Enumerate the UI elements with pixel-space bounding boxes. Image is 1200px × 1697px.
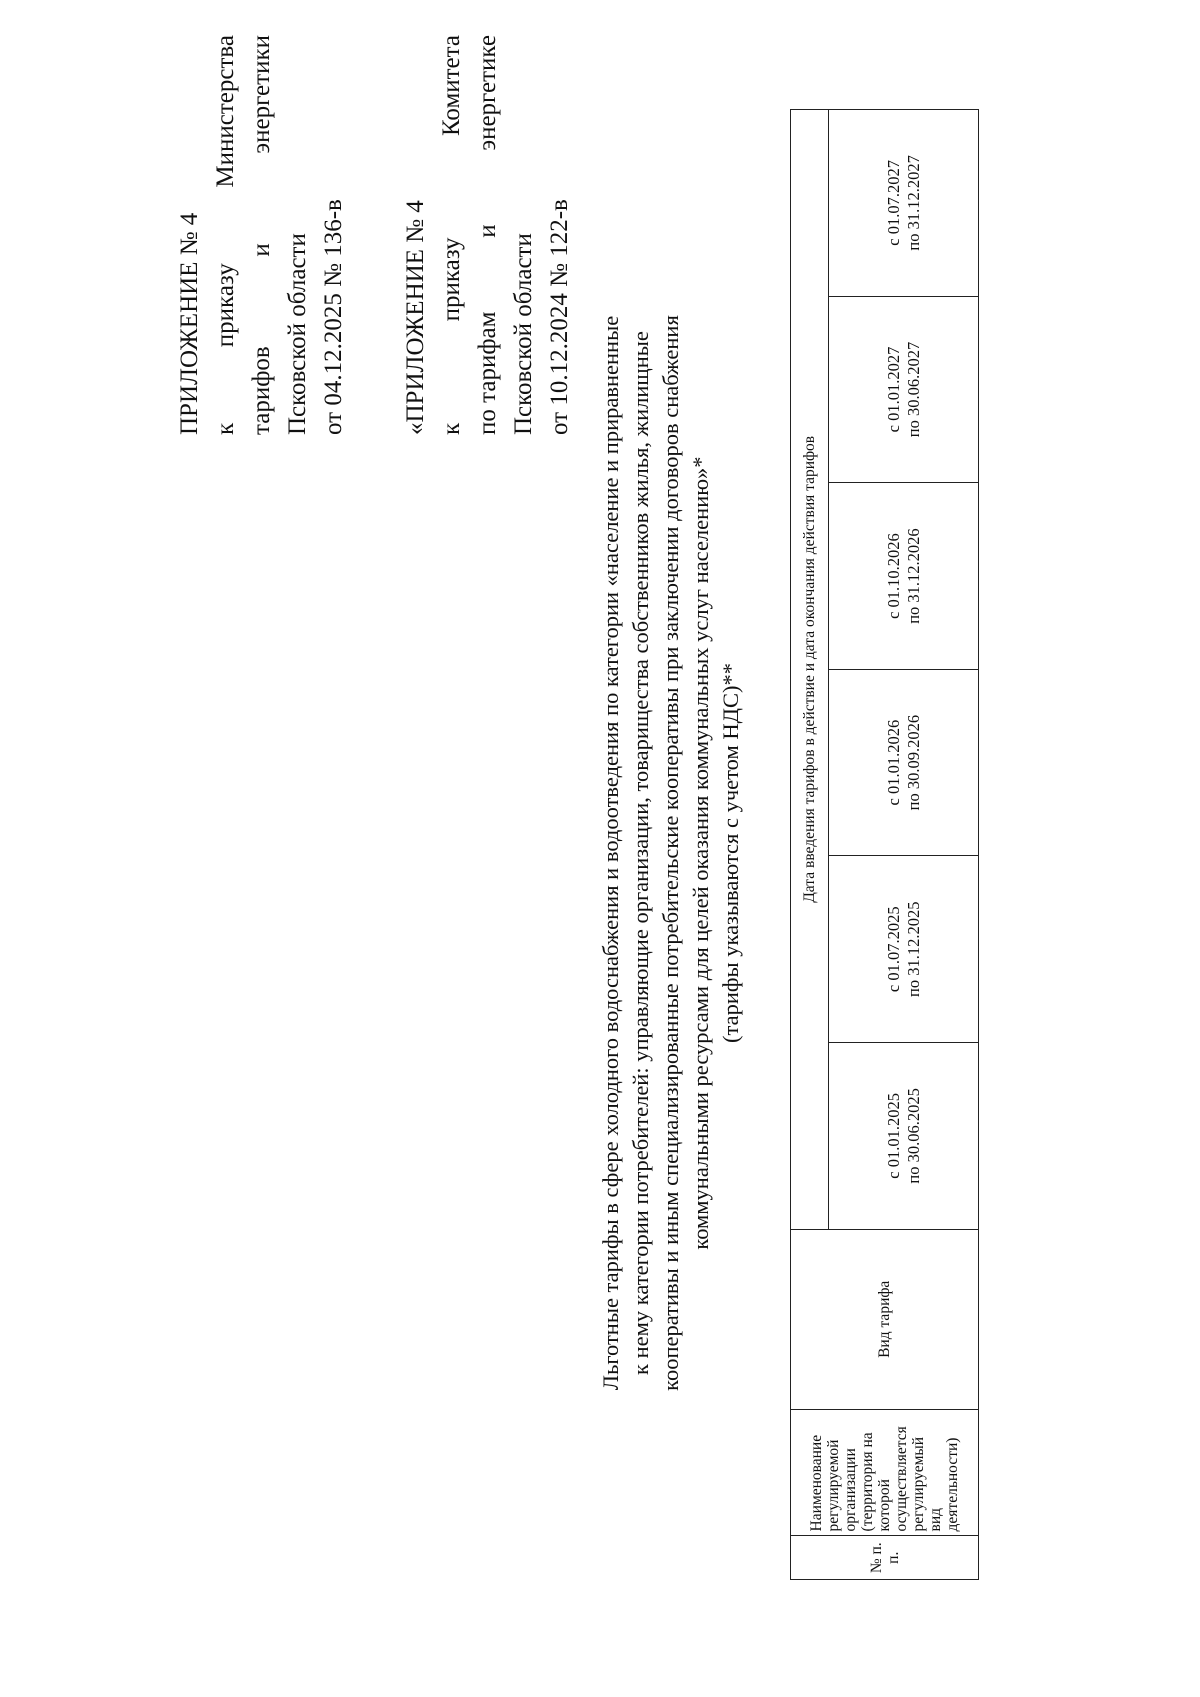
title-line: (тарифы указываются с учетом НДС)** bbox=[718, 663, 743, 1043]
table-header-row bbox=[791, 110, 829, 1580]
word: приказу bbox=[212, 263, 239, 348]
word: и bbox=[474, 224, 501, 238]
title-line: кооперативы и иным специализированные потребительские кооперативы при заключении договоров снабжения bbox=[658, 315, 683, 1391]
period-to: по 31.12.2027 bbox=[903, 155, 923, 251]
period-from: с 01.01.2025 bbox=[883, 1092, 903, 1179]
appendix-current-line-2 bbox=[244, 35, 280, 435]
column-header-tariff-kind: Вид тарифа bbox=[791, 1229, 979, 1409]
title-line: к нему категории потребителей: управляющие организации, товарищества собственников жилья, жилищные bbox=[628, 331, 653, 1375]
period-cell bbox=[829, 110, 979, 297]
period-cell bbox=[829, 856, 979, 1043]
appendix-previous-line-1 bbox=[434, 35, 470, 435]
period-from: с 01.10.2026 bbox=[883, 533, 903, 619]
word: по тарифам bbox=[474, 311, 501, 435]
period-from: с 01.07.2027 bbox=[883, 159, 903, 246]
appendix-previous-line-2 bbox=[470, 35, 506, 435]
period-from: с 01.07.2025 bbox=[883, 906, 903, 993]
period-cell bbox=[829, 1043, 979, 1230]
column-header-organization: Наименование регулируемой организации (территория на которой осуществляется регулируемый вид деятельности) bbox=[791, 1410, 979, 1536]
appendix-current-line-3: Псковской области bbox=[284, 233, 311, 435]
period-cell bbox=[829, 296, 979, 483]
word: к bbox=[438, 422, 465, 435]
appendix-current-line-4: от 04.12.2025 № 136-в bbox=[320, 199, 347, 435]
title-line: коммунальными ресурсами для целей оказания коммунальных услуг населению»* bbox=[688, 456, 713, 1250]
period-to: по 31.12.2025 bbox=[903, 901, 923, 997]
appendix-current-order bbox=[172, 35, 352, 435]
document-title bbox=[596, 93, 746, 1613]
period-to: по 30.06.2027 bbox=[903, 341, 923, 438]
appendix-previous-order bbox=[398, 35, 578, 435]
tariffs-table bbox=[790, 109, 979, 1580]
period-from: с 01.01.2026 bbox=[883, 719, 903, 806]
word: Комитета bbox=[438, 35, 465, 137]
appendix-current-line-1 bbox=[208, 35, 244, 435]
column-header-number: № п. п. bbox=[791, 1536, 979, 1580]
title-line: Льготные тарифы в сфере холодного водоснабжения и водоотведения по категории «население и приравненные bbox=[598, 315, 623, 1391]
period-cell bbox=[829, 483, 979, 670]
period-to: по 30.06.2025 bbox=[903, 1088, 923, 1184]
column-header-periods: Дата введения тарифов в действие и дата окончания действия тарифов bbox=[791, 110, 829, 1230]
word: Министерства bbox=[212, 35, 239, 188]
word: к bbox=[212, 422, 239, 435]
period-to: по 30.09.2026 bbox=[903, 714, 923, 811]
appendix-previous-title: «ПРИЛОЖЕНИЕ № 4 bbox=[402, 200, 429, 435]
appendix-current-title: ПРИЛОЖЕНИЕ № 4 bbox=[176, 212, 203, 435]
period-to: по 31.12.2026 bbox=[903, 528, 923, 624]
word: тарифов bbox=[248, 346, 275, 435]
word: приказу bbox=[438, 237, 465, 322]
word: энергетики bbox=[248, 35, 275, 154]
word: энергетике bbox=[474, 35, 501, 151]
period-from: с 01.01.2027 bbox=[883, 346, 903, 433]
period-cell bbox=[829, 669, 979, 856]
appendix-previous-line-3: Псковской области bbox=[510, 233, 537, 435]
appendix-previous-line-4: от 10.12.2024 № 122-в bbox=[546, 199, 573, 435]
word: и bbox=[248, 243, 275, 257]
